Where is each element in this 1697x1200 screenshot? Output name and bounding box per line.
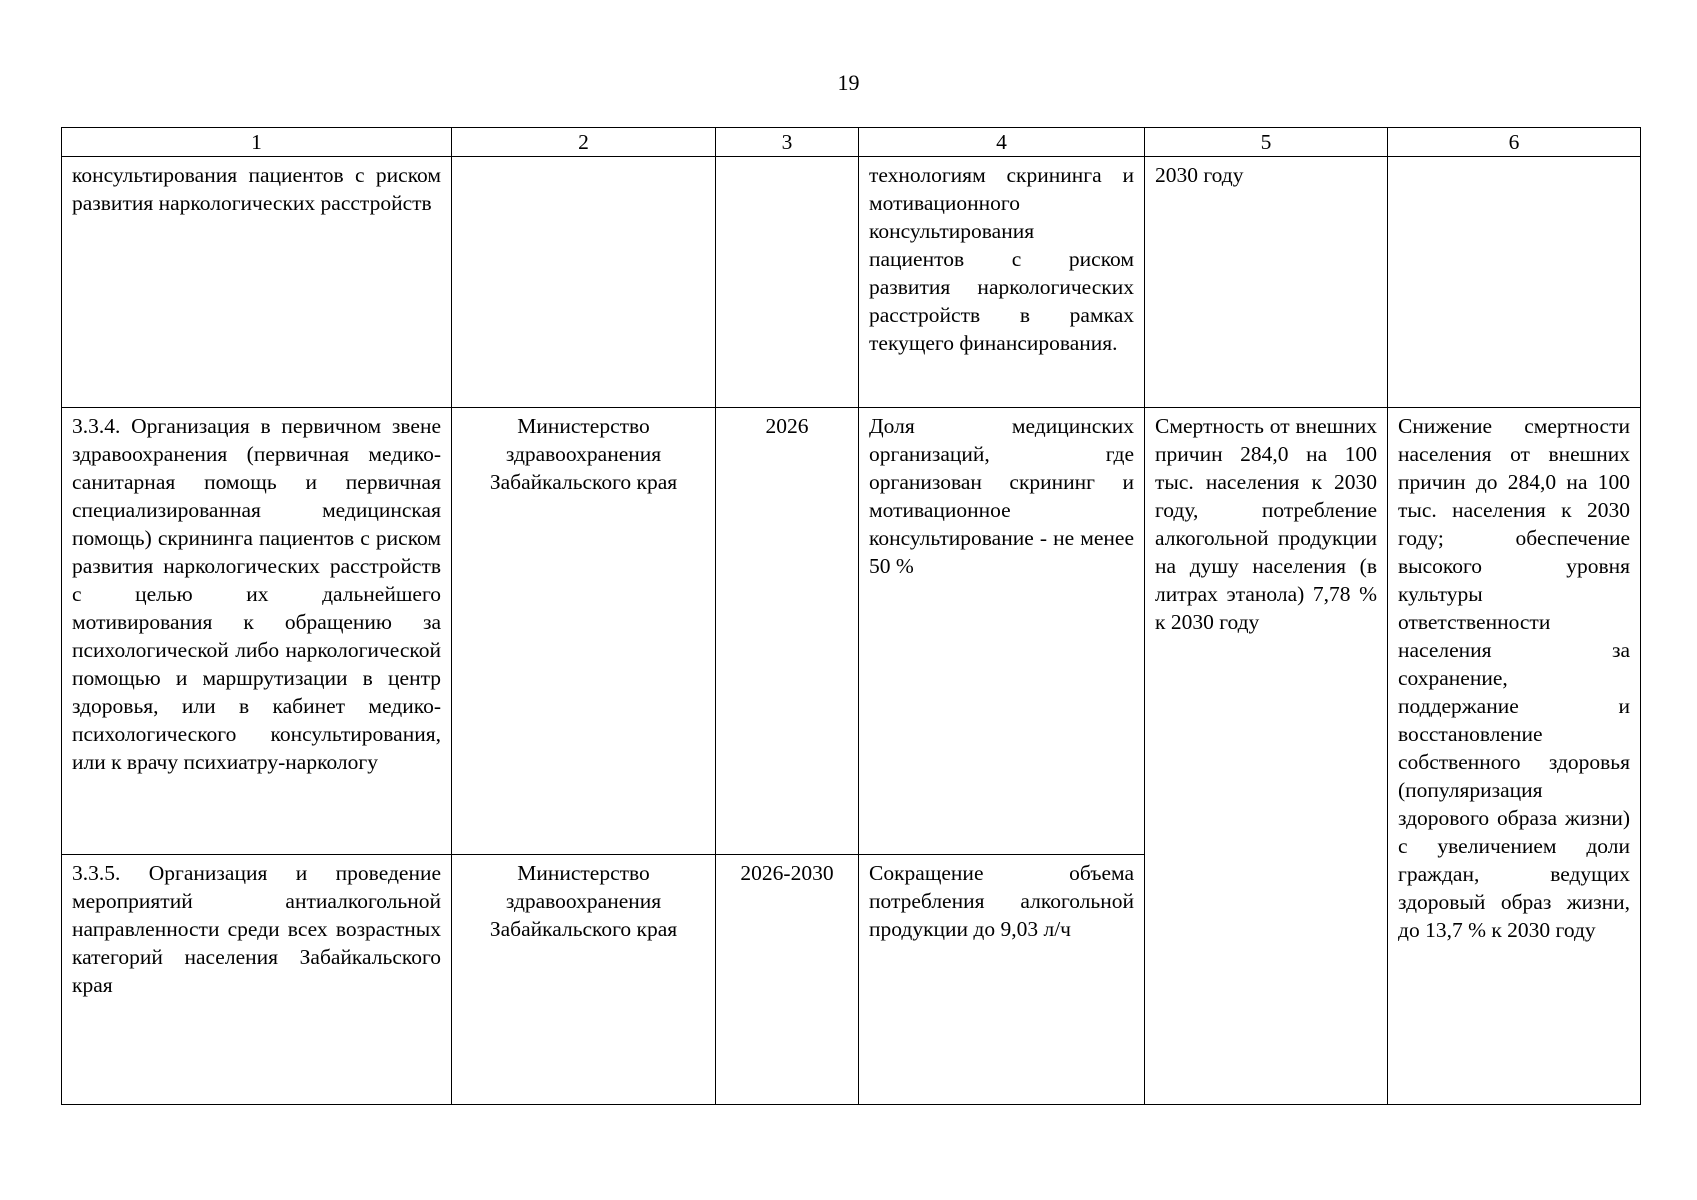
header-cell-4: 4 bbox=[859, 128, 1145, 157]
continued-result-cell bbox=[1388, 157, 1641, 408]
measures-table bbox=[61, 127, 1641, 1105]
executor-3-3-5-cell: Министерство здравоохранения Забайкальского края bbox=[452, 855, 716, 1105]
header-cell-1: 1 bbox=[62, 128, 452, 157]
indicator-3-3-5-cell: Сокращение объема потребления алкогольной продукции до 9,03 л/ч bbox=[859, 855, 1145, 1105]
table-row-continued bbox=[62, 157, 1641, 408]
header-cell-3: 3 bbox=[716, 128, 859, 157]
table-header-row bbox=[62, 128, 1641, 157]
expected-result-merged-cell: Снижение смертности населения от внешних причин до 284,0 на 100 тыс. населения к 2030 году; обеспечение высокого уровня культуры ответственности населения за сохранение, поддержание и восстановление собственного здоровья (популяризация здорового образа жизни) с увеличением доли граждан, ведущих здоровый образ жизни, до 13,7 % к 2030 году bbox=[1388, 408, 1641, 1105]
continued-indicator-cell: технологиям скрининга и мотивационного консультирования пациентов с риском развития наркологических расстройств в рамках текущего финансирования. bbox=[859, 157, 1145, 408]
header-cell-5: 5 bbox=[1145, 128, 1388, 157]
indicator-3-3-4-cell: Доля медицинских организаций, где организован скрининг и мотивационное консультирование - не менее 50 % bbox=[859, 408, 1145, 855]
header-cell-6: 6 bbox=[1388, 128, 1641, 157]
continued-measure-cell: консультирования пациентов с риском развития наркологических расстройств bbox=[62, 157, 452, 408]
continued-term-cell bbox=[716, 157, 859, 408]
term-3-3-5-cell: 2026-2030 bbox=[716, 855, 859, 1105]
target-indicator-merged-cell: Смертность от внешних причин 284,0 на 100 тыс. населения к 2030 году, потребление алкогольной продукции на душу населения (в литрах этанола) 7,78 % к 2030 году bbox=[1145, 408, 1388, 1105]
table-row-3-3-4 bbox=[62, 408, 1641, 855]
continued-target-cell: 2030 году bbox=[1145, 157, 1388, 408]
page-number: 19 bbox=[837, 70, 860, 95]
header-cell-2: 2 bbox=[452, 128, 716, 157]
continued-executor-cell bbox=[452, 157, 716, 408]
term-3-3-4-cell: 2026 bbox=[716, 408, 859, 855]
measure-3-3-5-cell: 3.3.5. Организация и проведение мероприятий антиалкогольной направленности среди всех возрастных категорий населения Забайкальского края bbox=[62, 855, 452, 1105]
measure-3-3-4-cell: 3.3.4. Организация в первичном звене здравоохранения (первичная медико-санитарная помощь и первичная специализированная медицинская помощь) скрининга пациентов с риском развития наркологических расстройств с целью их дальнейшего мотивирования к обращению за психологической либо наркологической помощью и маршрутизации в центр здоровья, или в кабинет медико-психологического консультирования, или к врачу психиатру-наркологу bbox=[62, 408, 452, 855]
executor-3-3-4-cell: Министерство здравоохранения Забайкальского края bbox=[452, 408, 716, 855]
